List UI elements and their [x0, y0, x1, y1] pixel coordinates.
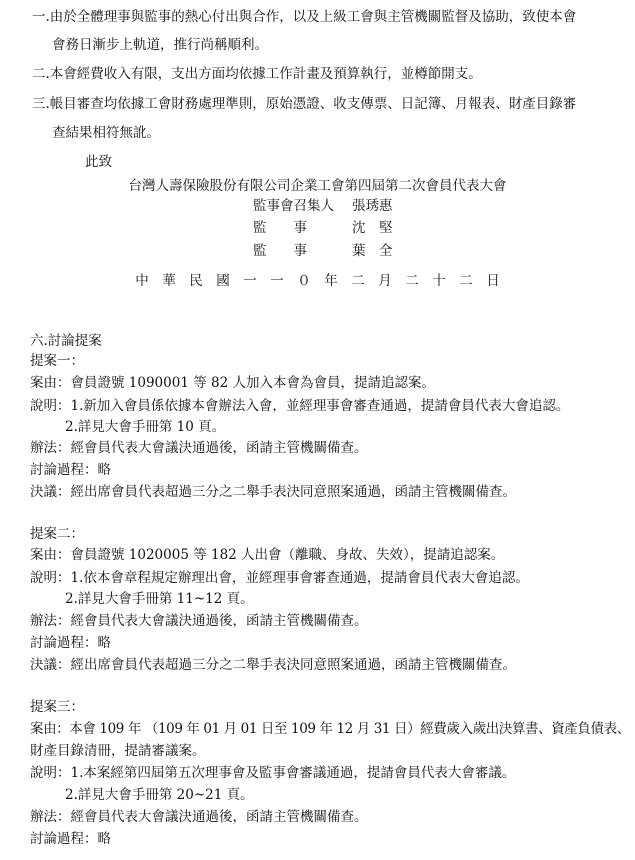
proposal-method: 辦法：經會員代表大會議決通過後，函請主管機關備查。 — [30, 440, 368, 456]
proposal-title: 提案一： — [30, 353, 84, 369]
proposal-case: 案由：會員證號 1090001 等 82 人加入本會為會員，提請追認案。 — [30, 375, 435, 391]
report-item-1-line-1: 一.由於全體理事與監事的熱心付出與合作，以及上級工會與主管機關監督及協助，致使本會 — [32, 9, 577, 25]
proposal-process: 討論過程：略 — [30, 831, 111, 847]
proposal-method: 辦法：經會員代表大會議決通過後，函請主管機關備查。 — [30, 613, 368, 629]
proposal-resolution: 決議：經出席會員代表超過三分之二舉手表決同意照案通過，函請主管機關備查。 — [30, 484, 516, 500]
signatory-name: 葉 全 — [352, 243, 393, 259]
proposal-resolution: 決議：經出席會員代表超過三分之二舉手表決同意照案通過，函請主管機關備查。 — [30, 657, 516, 673]
report-item-1-line-2: 會務日漸步上軌道，推行尚稱順利。 — [52, 37, 268, 53]
proposal-case: 案由：會員證號 1020005 等 182 人出會（離職、身故、失效），提請追認案。 — [30, 547, 505, 563]
proposal-method: 辦法：經會員代表大會議決通過後，函請主管機關備查。 — [30, 809, 368, 825]
proposal-process: 討論過程：略 — [30, 635, 111, 651]
recipient: 台灣人壽保險股份有限公司企業工會第四屆第二次會員代表大會 — [128, 178, 507, 194]
proposal-explanation: 說明：1.新加入會員係依據本會辦法入會，並經理事會審查通過，提請會員代表大會追認。 — [30, 398, 570, 414]
proposal-explanation-2: 2.詳見大會手冊第 20~21 頁。 — [65, 787, 254, 803]
proposal-case-line-2: 財產目錄清冊，提請審議案。 — [30, 743, 206, 759]
salutation: 此致 — [85, 154, 112, 170]
proposal-explanation-2: 2.詳見大會手冊第 11~12 頁。 — [65, 591, 254, 607]
proposal-case: 案由：本會 109 年 （109 年 01 月 01 日至 109 年 12 月 31 日）經費歲入歲出決算書、資產負債表、 — [30, 721, 630, 737]
report-item-3-line-1: 三.帳目審查均依據工會財務處理準則，原始憑證、收支傳票、日記簿、月報表、財產目錄審 — [32, 96, 577, 112]
report-item-3-line-2: 查結果相符無訛。 — [52, 125, 160, 141]
signatory-title: 監 事 — [253, 243, 307, 259]
section-heading: 六.討論提案 — [30, 333, 102, 349]
signatory-name: 沈 堅 — [352, 220, 393, 236]
report-item-2: 二.本會經費收入有限，支出方面均依據工作計畫及預算執行，並樽節開支。 — [32, 66, 482, 82]
signatory-title: 監事會召集人 — [253, 198, 334, 214]
proposal-explanation: 說明：1.本案經第四屆第五次理事會及監事會審議通過，提請會員代表大會審議。 — [30, 765, 516, 781]
report-date: 中 華 民 國 一 一 ０ 年 二 月 二 十 二 日 — [135, 273, 500, 289]
signatory-title: 監 事 — [253, 220, 307, 236]
proposal-explanation-2: 2.詳見大會手冊第 10 頁。 — [65, 419, 226, 435]
proposal-explanation: 說明：1.依本會章程規定辦理出會，並經理事會審查通過，提請會員代表大會追認。 — [30, 570, 529, 586]
signatory-name: 張琇惠 — [352, 198, 393, 214]
proposal-title: 提案二： — [30, 526, 84, 542]
proposal-title: 提案三： — [30, 699, 84, 715]
proposal-process: 討論過程：略 — [30, 462, 111, 478]
